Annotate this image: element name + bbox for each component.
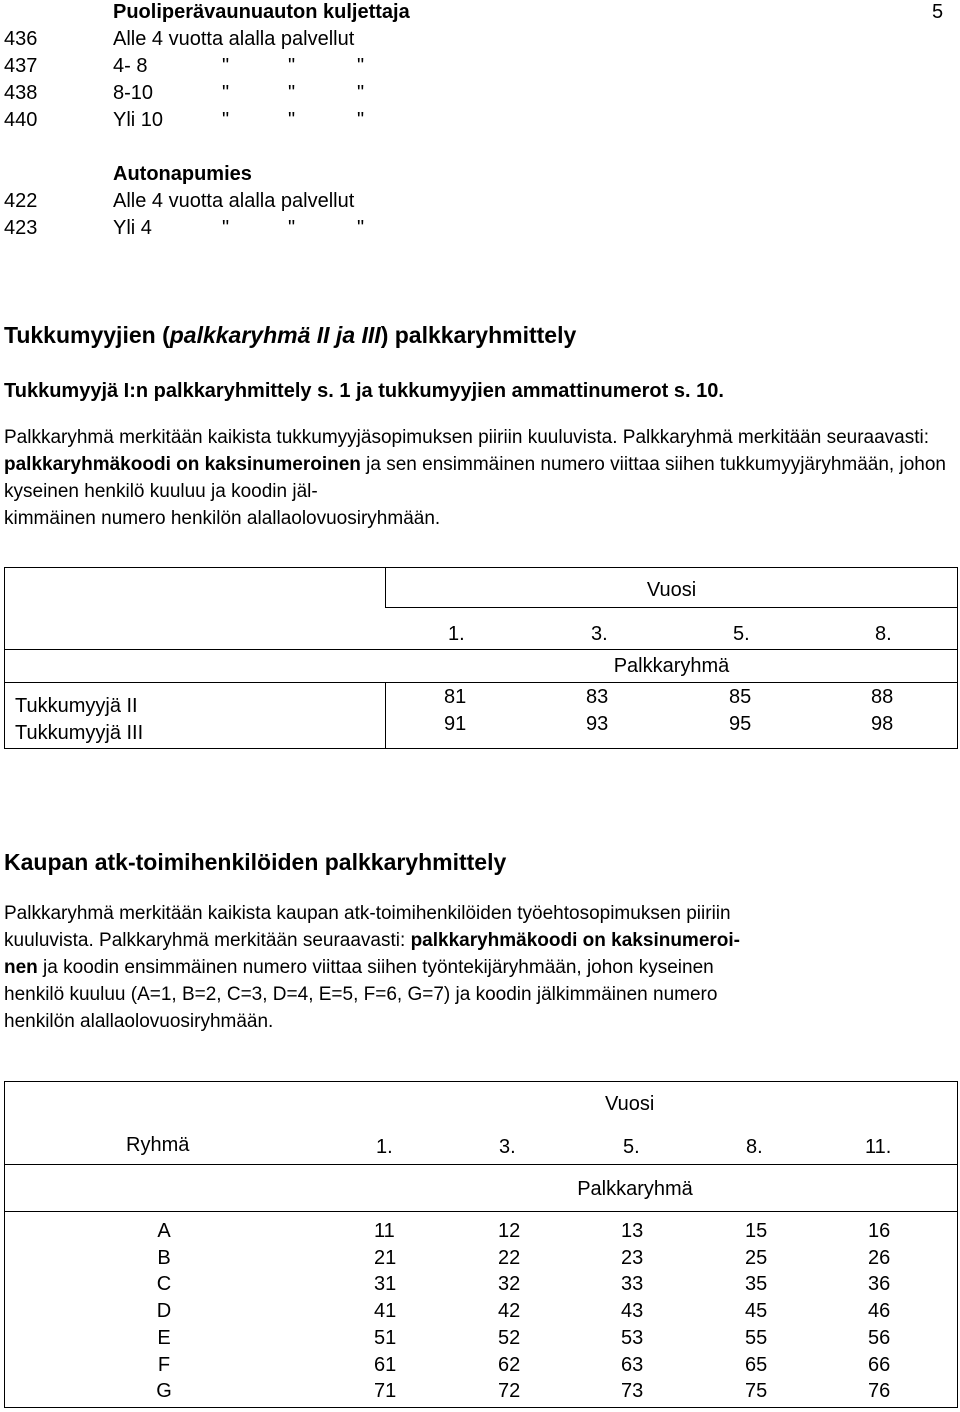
table-column-header: 3. [499,1136,516,1158]
table-cell: 51 [374,1326,397,1349]
section-heading-tukkumyyjat [4,321,576,349]
table-cell: 31 [374,1273,397,1296]
section-title-puoliperavaunu: Puoliperävaunuauton kuljettaja [113,1,410,23]
heading-emphasis: palkkaryhmä II ja III [169,322,381,348]
table-column-header: 5. [733,623,750,645]
table-cell: 75 [745,1380,768,1403]
table-cell: 81 [444,686,467,708]
table-value-column [745,1218,767,1405]
table-frame [4,1081,958,1408]
table-cell: 88 [871,686,894,708]
table-column-header: 3. [591,623,608,645]
table-cell: 25 [745,1246,768,1269]
table-cell: D [156,1300,172,1323]
ditto-mark: " [288,217,296,239]
table-cell: 53 [621,1326,644,1349]
table-cell: 22 [498,1246,521,1269]
table-cell: 32 [498,1273,521,1296]
table-cell: 76 [868,1380,891,1403]
table-cell: 83 [586,686,609,708]
table-cell: A [157,1220,171,1242]
occupation-code: 436 [4,28,38,50]
table-cell: 61 [374,1353,397,1376]
table-row-label: Tukkumyyjä III [15,722,144,744]
table-cell: 95 [729,713,752,735]
section-heading-kauppa: Kaupan atk-toimihenkilöiden palkkaryhmittely [4,849,507,875]
ditto-mark: " [288,55,296,77]
table-cell: 11 [374,1220,395,1242]
table-cell: 15 [745,1220,768,1242]
occupation-code: 422 [4,190,38,212]
table-cell: 72 [498,1380,521,1403]
table-row-label: Tukkumyyjä II [15,695,138,717]
table-cell: 43 [621,1300,644,1323]
ditto-mark: " [288,82,296,104]
ditto-mark: " [357,82,365,104]
table-cell: 62 [498,1353,521,1376]
occupation-label: Yli 4 [113,217,152,239]
table-pay-group-label: Palkkaryhmä [613,655,730,677]
ditto-mark: " [222,109,230,131]
table-cell: 45 [745,1300,768,1323]
table-cell: 26 [868,1246,891,1269]
paragraph-text: ja sen ensimmäinen numero viittaa siihen tukkumyyjäryhmään, johon kyseinen henkilö kuuluu ja koodin jäl- [4,454,946,502]
table-cell: 23 [621,1246,644,1269]
table-cell: 55 [745,1326,768,1349]
occupation-label: Yli 10 [113,109,164,131]
paragraph-text: ja koodin ensimmäinen numero viittaa siihen työntekijäryhmään, johon kyseinen [37,957,714,978]
occupation-label: 4- 8 [113,55,148,77]
paragraph-text: kimmäinen numero henkilön alallaolovuosiryhmään. [4,508,441,529]
table-column-header: 1. [448,623,465,645]
table-cell: 16 [868,1220,891,1242]
table-cell: 33 [621,1273,644,1296]
table-cell: 13 [621,1220,644,1242]
occupation-code: 438 [4,82,38,104]
table-value-column [498,1218,520,1405]
subheading-tukkumyyja: Tukkumyyjä I:n palkkaryhmittely s. 1 ja tukkumyyjien ammattinumerot s. 10. [4,380,724,402]
table-cell: C [156,1273,172,1296]
table-pay-group-label: Palkkaryhmä [577,1178,693,1200]
table-cell: E [157,1326,171,1349]
occupation-label: Alle 4 vuotta alalla palvellut [113,28,355,50]
table-cell: 36 [868,1273,891,1296]
occupation-label: Alle 4 vuotta alalla palvellut [113,190,355,212]
table-cell: 46 [868,1300,891,1323]
table-year-label: Vuosi [646,579,697,601]
table-cell: 41 [374,1300,397,1323]
ditto-mark: " [357,109,365,131]
table-column-header: 8. [875,623,892,645]
ditto-mark: " [357,55,365,77]
paragraph-text: kuuluvista. Palkkaryhmä merkitään seuraavasti: [4,930,411,951]
table-cell: 12 [498,1220,521,1242]
group-letter-column [152,1218,176,1405]
table-cell: 35 [745,1273,768,1296]
paragraph-text: henkilön alallaolovuosiryhmään. [4,1011,274,1032]
table-cell: 91 [444,713,467,735]
table-cell: 52 [498,1326,521,1349]
paragraph-kauppa [4,900,956,1035]
table-cell: 66 [868,1353,891,1376]
paragraph-bold: palkkaryhmäkoodi on kaksinumeroi- [410,930,741,951]
table-cell: 21 [374,1246,397,1269]
table-group-header: Ryhmä [126,1134,190,1156]
occupation-code: 423 [4,217,38,239]
table-column-header: 8. [746,1136,763,1158]
section-title-autonapumies: Autonapumies [113,163,252,185]
paragraph-text: henkilö kuuluu (A=1, B=2, C=3, D=4, E=5, F=6, G=7) ja koodin jälkimmäinen numero [4,984,718,1005]
table-column-header: 1. [376,1136,393,1158]
paragraph-text: Palkkaryhmä merkitään kaikista tukkumyyjäsopimuksen piiriin kuuluvista. Palkkaryhmä merkitään seuraavasti: [4,427,930,448]
occupation-code: 440 [4,109,38,131]
ditto-mark: " [222,82,230,104]
occupation-code: 437 [4,55,38,77]
paragraph-text: Palkkaryhmä merkitään kaikista kaupan atk-toimihenkilöiden työehtosopimuksen piiriin [4,903,731,924]
table-value-column [374,1218,396,1405]
occupation-label: 8-10 [113,82,154,104]
table-cell: 85 [729,686,752,708]
heading-text: Tukkumyyjien ( [4,322,170,348]
table-column-header: 11. [865,1136,892,1158]
table-year-label: Vuosi [605,1093,655,1115]
table-value-column [621,1218,643,1405]
table-cell: 73 [621,1380,644,1403]
ditto-mark: " [288,109,296,131]
ditto-mark: " [222,55,230,77]
table-cell: 98 [871,713,894,735]
ditto-mark: " [357,217,365,239]
table-cell: 42 [498,1300,521,1323]
paragraph-tukkumyyja [4,424,956,532]
table-value-column [868,1218,890,1405]
table-cell: F [157,1353,171,1376]
heading-text: ) palkkaryhmittely [380,322,577,348]
table-cell: 93 [586,713,609,735]
table-cell: 65 [745,1353,768,1376]
table-column-header: 5. [623,1136,640,1158]
table-cell: 63 [621,1353,644,1376]
page-number: 5 [932,1,944,23]
table-cell: 71 [374,1380,397,1403]
table-cell: B [157,1246,171,1269]
table-cell: 56 [868,1326,891,1349]
ditto-mark: " [222,217,230,239]
paragraph-bold: nen [4,957,38,978]
table-cell: G [156,1380,172,1403]
paragraph-bold: palkkaryhmäkoodi on kaksinumeroinen [4,454,361,475]
